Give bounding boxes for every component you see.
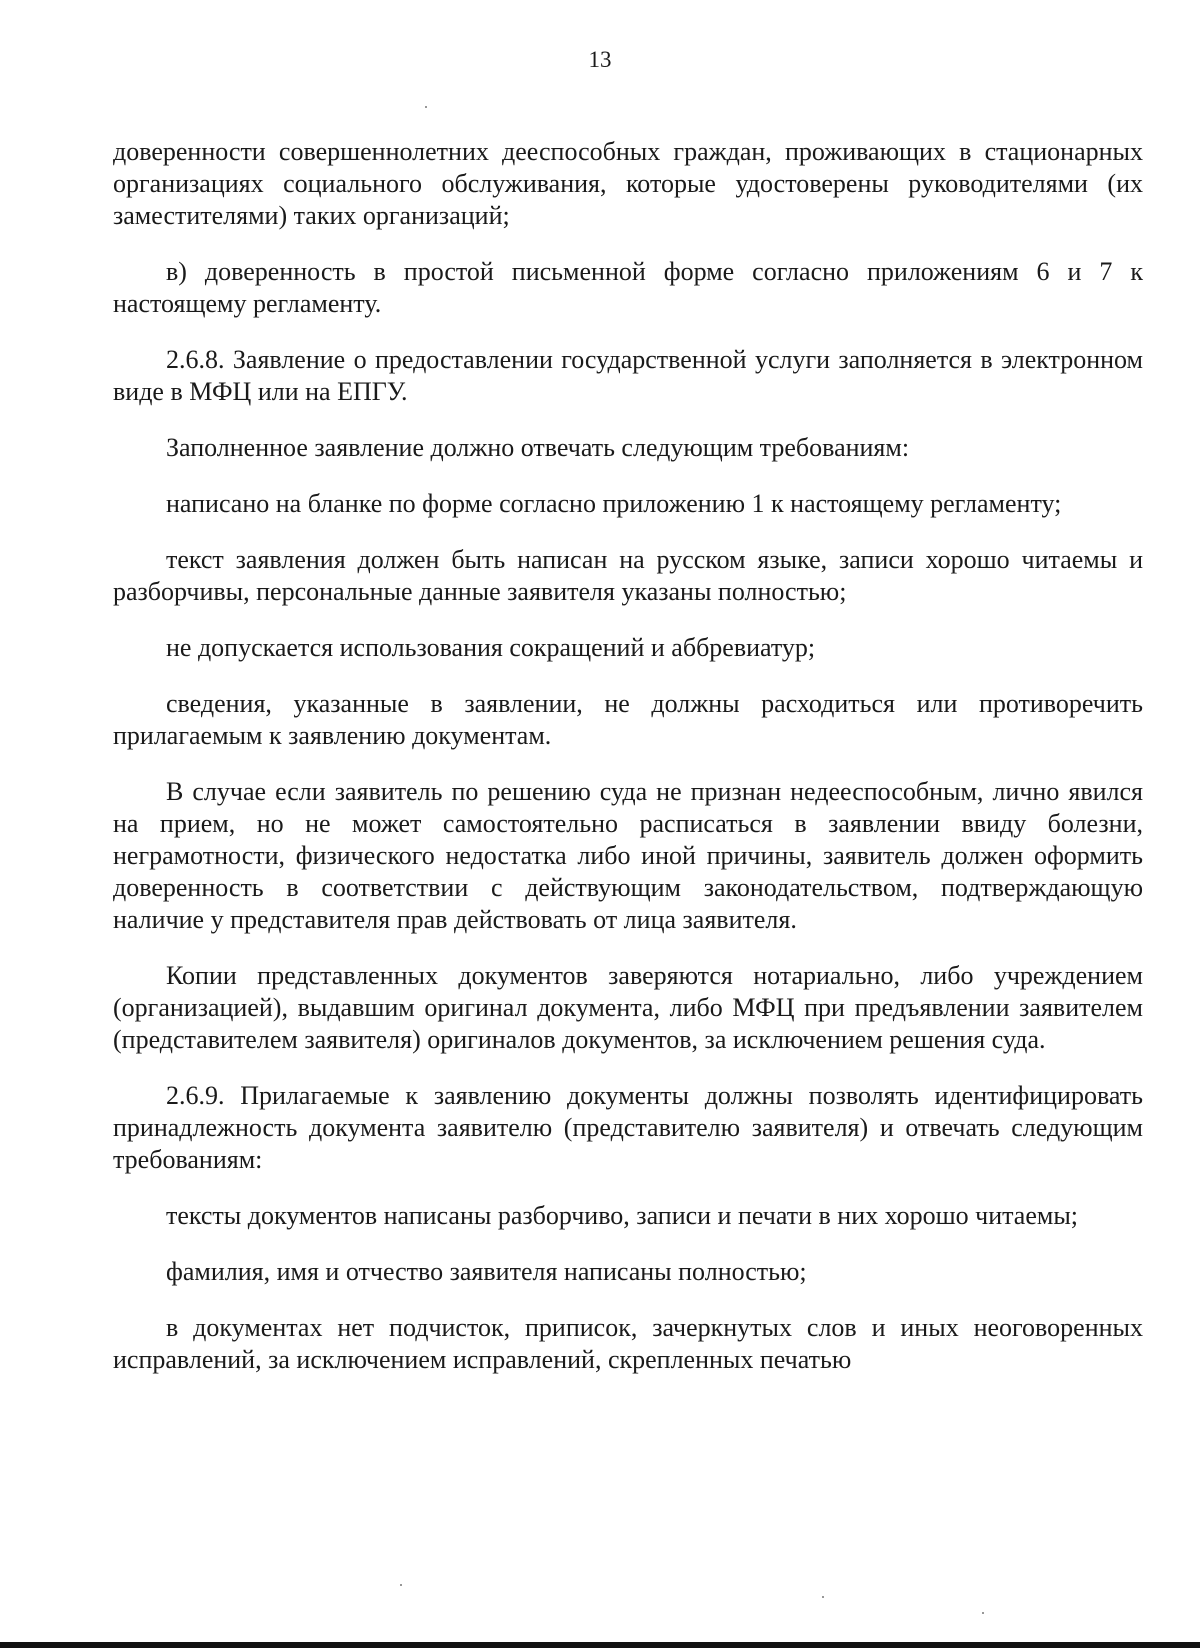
paragraph-continuation: доверенности совершеннолетних дееспособных граждан, проживающих в стационарных организациях социального обслуживания, которые удостоверены руководителями (их заместителями) таких организаций; [113, 137, 1143, 230]
scan-speck [425, 106, 427, 108]
paragraph-requirement-language: текст заявления должен быть написан на русском языке, записи хорошо читаемы и разборчивы, персональные данные заявителя указаны полностью; [113, 545, 1143, 606]
paragraph-item-v: в) доверенность в простой письменной форме согласно приложениям 6 и 7 к настоящему регламенту. [113, 257, 1143, 318]
paragraph-2-6-9: 2.6.9. Прилагаемые к заявлению документы должны позволять идентифицировать принадлежность документа заявителю (представителю заявителя) и отвечать следующим требованиям: [113, 1081, 1143, 1174]
paragraph-requirements-intro: Заполненное заявление должно отвечать следующим требованиям: [166, 433, 910, 462]
paragraph-requirement-abbreviations: не допускается использования сокращений и аббревиатур; [166, 633, 816, 662]
page-number: 13 [588, 47, 612, 72]
paragraph-signature-inability: В случае если заявитель по решению суда не признан недееспособным, лично явился на прием, но не может самостоятельно расписаться в заявлении ввиду болезни, неграмотности, физического недостатка либо иной причины, заявитель должен оформить доверенность в соответствии с действующим законодательством, подтверждающую наличие у представителя прав действовать от лица заявителя. [113, 777, 1143, 934]
document-body [113, 136, 1143, 1376]
paragraph-requirement-legible: тексты документов написаны разборчиво, записи и печати в них хорошо читаемы; [166, 1201, 1079, 1230]
paragraph-requirement-consistency: сведения, указанные в заявлении, не должны расходиться или противоречить прилагаемым к заявлению документам. [113, 689, 1143, 750]
paragraph-requirement-no-corrections: в документах нет подчисток, приписок, зачеркнутых слов и иных неоговоренных исправлений, за исключением исправлений, скрепленных печатью [113, 1313, 1143, 1374]
scan-speck [982, 1612, 984, 1614]
scan-speck [822, 1596, 824, 1598]
scan-bottom-edge [0, 1642, 1200, 1648]
paragraph-copies-certification: Копии представленных документов заверяются нотариально, либо учреждением (организацией), выдавшим оригинал документа, либо МФЦ при предъявлении заявителем (представителем заявителя) оригиналов документов, за исключением решения суда. [113, 961, 1143, 1054]
paragraph-2-6-8: 2.6.8. Заявление о предоставлении государственной услуги заполняется в электронном виде в МФЦ или на ЕПГУ. [113, 345, 1143, 406]
paragraph-requirement-form: написано на бланке по форме согласно приложению 1 к настоящему регламенту; [166, 489, 1062, 518]
scan-speck [400, 1584, 402, 1586]
paragraph-requirement-full-name: фамилия, имя и отчество заявителя написаны полностью; [166, 1257, 807, 1286]
